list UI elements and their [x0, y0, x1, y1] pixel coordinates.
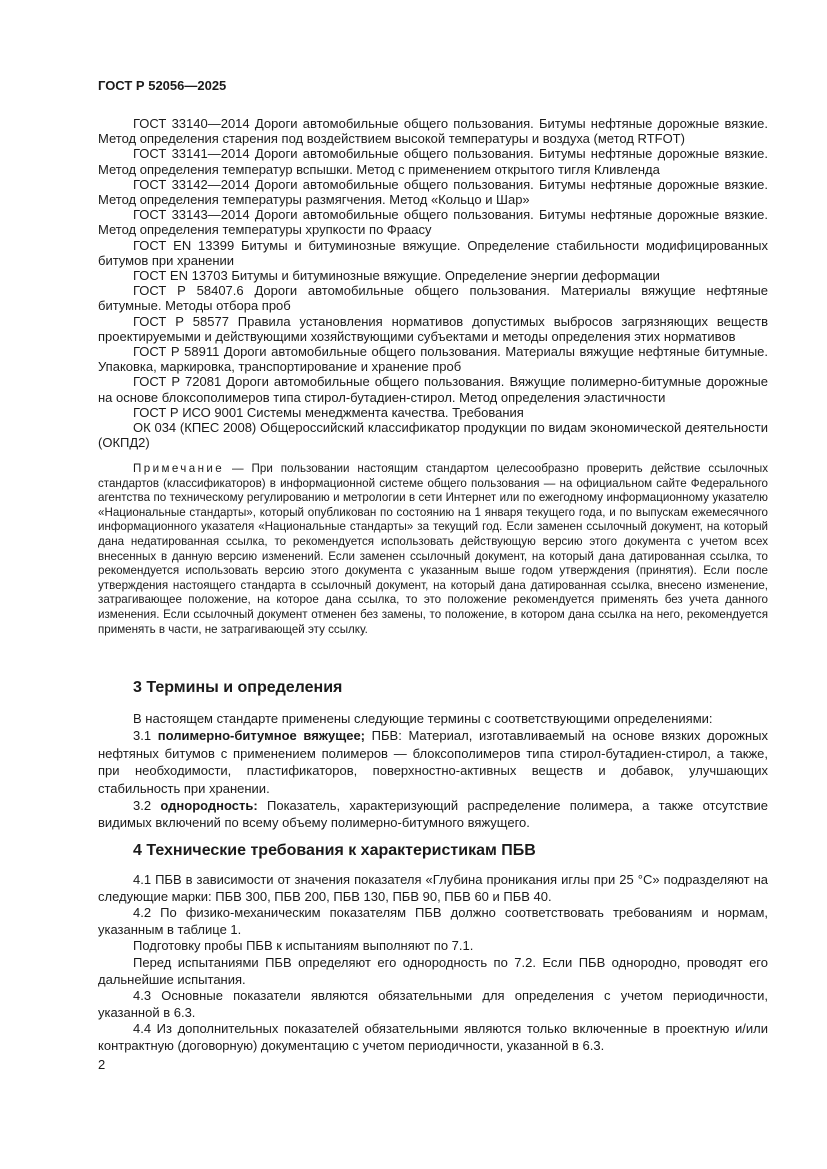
reference-item: ГОСТ Р 58407.6 Дороги автомобильные общего пользования. Материалы вяжущие нефтяные битумные. Методы отбора проб	[98, 283, 768, 314]
clause-paragraph: Перед испытаниями ПБВ определяют его однородность по 7.2. Если ПБВ однородно, проводят его дальнейшие испытания.	[98, 954, 768, 987]
section-3-intro: В настоящем стандарте применены следующие термины с соответствующими определениями:	[133, 711, 713, 726]
reference-item: ГОСТ EN 13399 Битумы и битуминозные вяжущие. Определение стабильности модифицированных битумов при хранении	[98, 237, 768, 268]
reference-item: ГОСТ 33141—2014 Дороги автомобильные общего пользования. Битумы нефтяные дорожные вязкие. Метод определения температур вспышки. Метод с применением открытого тигля Кливленда	[98, 146, 768, 177]
references-note	[98, 462, 768, 637]
document-code-header: ГОСТ Р 52056—2025	[98, 78, 227, 93]
clause-paragraph: 4.2 По физико-механическим показателям ПБВ должно соответствовать требованиям и нормам, указанным в таблице 1.	[98, 905, 768, 937]
reference-item: ГОСТ 33140—2014 Дороги автомобильные общего пользования. Битумы нефтяные дорожные вязкие. Метод определения старения под воздействием высокой температуры и воздуха (метод RTFOT)	[98, 116, 768, 147]
note-label: Примечание	[133, 462, 225, 475]
reference-item: ГОСТ EN 13703 Битумы и битуминозные вяжущие. Определение энергии деформации	[133, 268, 660, 284]
reference-item: ГОСТ Р 72081 Дороги автомобильные общего пользования. Вяжущие полимерно-битумные дорожные на основе блоксополимеров типа стирол-бутадиен-стирол. Метод определения эластичности	[98, 374, 768, 405]
term-name: однородность:	[160, 798, 258, 814]
term-definition	[98, 797, 768, 832]
normative-references-list	[98, 116, 768, 450]
section-technical-requirements	[98, 841, 768, 1055]
term-text: Показатель, характеризующий распределение полимера, а также отсутствие видимых включений по всему объему полимерно-битумного вяжущего.	[98, 798, 768, 831]
clause-paragraph: 4.3 Основные показатели являются обязательными для определения с учетом периодичности, указанной в 6.3.	[98, 988, 768, 1020]
reference-item: ГОСТ Р 58911 Дороги автомобильные общего пользования. Материалы вяжущие нефтяные битумные. Упаковка, маркировка, транспортирование и хранение проб	[98, 344, 768, 375]
page-number: 2	[98, 1057, 106, 1072]
clause-paragraph: 4.4 Из дополнительных показателей обязательными являются только включенные в проектную и/или контрактную (договорную) документацию с учетом периодичности, указанной в 6.3.	[98, 1021, 768, 1053]
reference-item: ГОСТ Р 58577 Правила установления нормативов допустимых выбросов загрязняющих веществ проектируемыми и действующими хозяйствующими субъектами и методы определения этих нормативов	[98, 313, 768, 344]
reference-item: ГОСТ Р ИСО 9001 Системы менеджмента качества. Требования	[133, 404, 524, 420]
section-3-title: 3 Термины и определения	[133, 679, 343, 696]
term-definition	[98, 727, 768, 797]
reference-item: ОК 034 (КПЕС 2008) Общероссийский классификатор продукции по видам экономической деятельности (ОКПД2)	[98, 420, 768, 451]
term-text: ПБВ: Материал, изготавливаемый на основе вязких дорожных нефтяных битумов с применением полимеров — блоксополимеров типа стирол-бутадиен-стирол, а также, при необходимости, пластификаторов, поверхностно-активных веществ и добавок, улучшающих стабильность при хранении.	[98, 728, 769, 796]
note-text: — При пользовании настоящим стандартом целесообразно проверить действие ссылочных стандартов (классификаторов) в информационной системе общего пользования — на официальном сайте Федерального агентства по техническому регулированию и метрологии в сети Интернет или по ежегодному информационному указателю «Национальные стандарты», который опубликован по состоянию на 1 января текущего года, и по выпускам ежемесячного информационного указателя «Национальные стандарты» за текущий год. Если заменен ссылочный документ, на который дана недатированная ссылка, то рекомендуется использовать действующую версию этого документа с учетом всех внесенных в данную версию изменений. Если заменен ссылочный документ, на который дана датированная ссылка, то рекомендуется использовать версию этого документа с указанным выше годом утверждения (принятия). Если после утверждения настоящего стандарта в ссылочный документ, на который дана датированная ссылка, внесено изменение, затрагивающее положение, на которое дана ссылка, то это положение рекомендуется применять без учета данного изменения. Если ссылочный документ отменен без замены, то положение, в котором дана ссылка на него, рекомендуется применять в части, не затрагивающей эту ссылку.	[98, 462, 768, 636]
section-terms-definitions	[98, 678, 768, 832]
term-number: 3.1	[133, 728, 158, 744]
clause-paragraph: Подготовку пробы ПБВ к испытаниям выполняют по 7.1.	[133, 938, 474, 954]
reference-item: ГОСТ 33143—2014 Дороги автомобильные общего пользования. Битумы нефтяные дорожные вязкие. Метод определения температуры хрупкости по Фраасу	[98, 207, 768, 238]
term-number: 3.2	[133, 798, 161, 814]
note-paragraph	[98, 462, 768, 637]
term-name: полимерно-битумное вяжущее;	[157, 728, 366, 744]
clause-paragraph: 4.1 ПБВ в зависимости от значения показателя «Глубина проникания иглы при 25 °С» подразделяют на следующие марки: ПБВ 300, ПБВ 200, ПБВ 130, ПБВ 90, ПБВ 60 и ПБВ 40.	[98, 872, 768, 904]
reference-item: ГОСТ 33142—2014 Дороги автомобильные общего пользования. Битумы нефтяные дорожные вязкие. Метод определения температуры размягчения. Метод «Кольцо и Шар»	[98, 176, 768, 208]
section-4-title: 4 Технические требования к характеристикам ПБВ	[133, 842, 536, 859]
